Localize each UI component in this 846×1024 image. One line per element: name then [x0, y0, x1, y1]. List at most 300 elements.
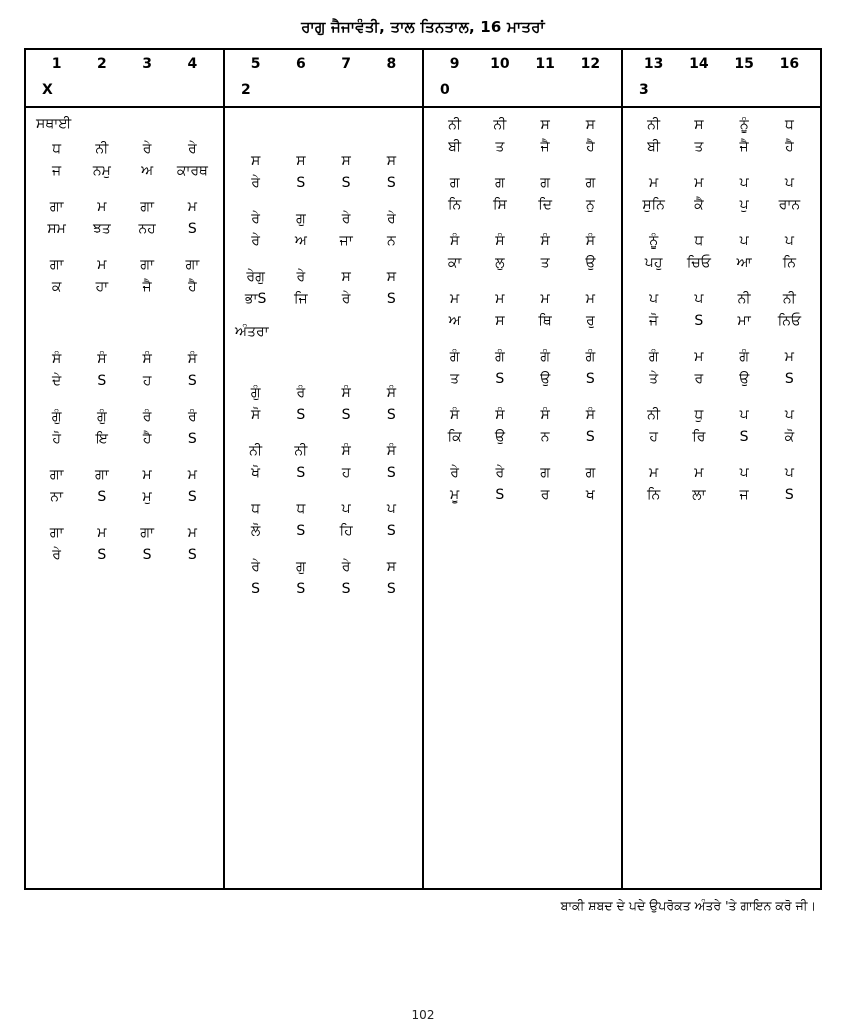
beat-number: 10 — [490, 56, 510, 72]
beat-number: 8 — [386, 56, 397, 72]
notation-column-1 — [26, 108, 225, 888]
lyric: S — [739, 429, 749, 445]
svara: ਗਾ — [140, 525, 154, 541]
lyric: ਸੋ — [250, 407, 261, 423]
svara: ਸੰ — [386, 385, 397, 401]
notation-block — [631, 346, 812, 390]
beat-number: 5 — [250, 56, 261, 72]
lyric: ਥਿ — [538, 313, 552, 329]
lyric: ਉ — [540, 371, 551, 387]
svara: ਗਾ — [140, 257, 154, 273]
svara: ਪ — [341, 501, 351, 517]
svara: ਰੇ — [142, 141, 152, 157]
svara: ਸੰ — [449, 407, 460, 423]
svara: ਨੀ — [294, 443, 308, 459]
beat-number: 4 — [187, 56, 198, 72]
svara: ਗੰ — [739, 349, 749, 365]
svara: ਪ — [784, 233, 794, 249]
lyric: S — [784, 371, 794, 387]
lyric: ਰਿ — [692, 429, 706, 445]
lyric: ਤ — [450, 371, 460, 387]
svara-line — [34, 522, 215, 544]
lyric: ਜਾ — [339, 233, 353, 249]
lyric: ਸਮ — [47, 221, 66, 237]
svara-line — [233, 382, 414, 404]
notation-block — [233, 440, 414, 484]
lyric-line — [34, 276, 215, 298]
taal-marker-2: 2 — [241, 82, 251, 98]
lyric: ਦਿ — [538, 197, 553, 213]
lyric: S — [97, 547, 107, 563]
lyric-line — [432, 310, 613, 332]
lyric: ਰਾਨ — [778, 197, 801, 213]
lyric: ਨਿ — [646, 487, 661, 503]
svara: ਧ — [784, 117, 794, 133]
beat-number: 13 — [643, 56, 664, 72]
svara: ਪ — [739, 175, 749, 191]
svara: ਗ — [449, 175, 460, 191]
notation-block — [631, 288, 812, 332]
lyric: S — [386, 581, 396, 597]
notation-table — [24, 48, 822, 890]
lyric: S — [187, 221, 197, 237]
svara: ਸੰ — [495, 233, 505, 249]
svara: ਧੁ — [694, 407, 704, 423]
svara-line — [631, 230, 812, 252]
lyric: ਹ — [142, 373, 152, 389]
beat-number: 14 — [689, 56, 709, 72]
svara: ਗ — [585, 465, 596, 481]
svara: ਧ — [296, 501, 306, 517]
svara: ਨੀ — [782, 291, 796, 307]
lyric: S — [386, 523, 396, 539]
lyric: ਝਤ — [92, 221, 111, 237]
svara: ਨੀ — [647, 407, 661, 423]
svara: ਮ — [187, 199, 197, 215]
lyric-line — [34, 218, 215, 240]
svara: ਪ — [739, 465, 749, 481]
lyric: ਸਿ — [492, 197, 507, 213]
beat-number: 12 — [580, 56, 601, 72]
beat-number: 7 — [341, 56, 351, 72]
lyric: S — [495, 487, 505, 503]
svara-line — [233, 498, 414, 520]
lyric-line — [34, 544, 215, 566]
svara: ਗ — [585, 175, 596, 191]
lyric: S — [251, 581, 261, 597]
beat-numbers-4 — [631, 56, 812, 72]
lyric: ਨਹ — [138, 221, 156, 237]
svara: ਰੰ — [188, 409, 197, 425]
lyric-line — [233, 288, 414, 310]
svara: ਸੰ — [495, 407, 505, 423]
lyric: ਰ — [540, 487, 550, 503]
svara: ਸੰ — [97, 351, 107, 367]
lyric: S — [187, 431, 197, 447]
lyric: ਤ — [694, 139, 704, 155]
svara: ਗੁ — [296, 211, 306, 227]
svara: ਗੰ — [648, 349, 659, 365]
svara-line — [34, 138, 215, 160]
svara: ਸੰ — [51, 351, 62, 367]
lyric: S — [386, 175, 396, 191]
svara: ਮ — [694, 349, 704, 365]
svara-line — [233, 440, 414, 462]
notation-block — [631, 114, 812, 158]
svara: ਗੰ — [495, 349, 505, 365]
notation-block — [432, 462, 613, 506]
svara: ਗਾ — [49, 199, 64, 215]
lyric: ਕੈ — [694, 197, 704, 213]
svara-line — [432, 230, 613, 252]
lyric: S — [694, 313, 704, 329]
notation-block — [34, 348, 215, 392]
svara: ਮ — [585, 291, 595, 307]
svara: ਗੁੰ — [51, 409, 62, 425]
lyric: ਮੂ — [450, 487, 460, 503]
lyric-line — [233, 404, 414, 426]
svara: ਸ — [341, 269, 351, 285]
svara: ਨੀ — [249, 443, 263, 459]
lyric-line — [432, 194, 613, 216]
lyric: ਕ — [51, 279, 62, 295]
notation-block — [34, 196, 215, 240]
beat-number: 1 — [51, 56, 62, 72]
svara-line — [233, 150, 414, 172]
svara: ਗ — [540, 175, 550, 191]
lyric: S — [341, 581, 351, 597]
lyric-line — [432, 426, 613, 448]
lyric: S — [296, 465, 306, 481]
lyric: ਨ — [540, 429, 550, 445]
svara-line — [34, 196, 215, 218]
svara: ਸ — [585, 117, 596, 133]
notation-block — [233, 556, 414, 600]
lyric-line — [34, 370, 215, 392]
svara: ਨੀ — [737, 291, 751, 307]
lyric: S — [296, 407, 306, 423]
taal-marker-3: 0 — [440, 82, 450, 98]
lyric: ਹੈ — [586, 139, 595, 155]
taal-marker-4: 3 — [639, 82, 649, 98]
lyric-line — [631, 252, 812, 274]
lyric: S — [784, 487, 794, 503]
lyric: ਹੈ — [188, 279, 197, 295]
lyric: ਜ — [52, 163, 62, 179]
lyric: ਰੁ — [586, 313, 595, 329]
notation-block — [631, 462, 812, 506]
svara: ਧ — [694, 233, 704, 249]
svara: ਗਾ — [49, 257, 64, 273]
svara: ਸੰ — [341, 385, 351, 401]
lyric: ਜੋ — [649, 313, 659, 329]
beat-column-1 — [26, 50, 225, 106]
page-title: ਰਾਗੁ ਜੈਜਾਵੰਤੀ, ਤਾਲ ਤਿਨਤਾਲ, 16 ਮਾਤਰਾਂ — [301, 18, 545, 36]
svara: ਮ — [97, 525, 107, 541]
notation-block — [432, 404, 613, 448]
lyric: S — [187, 373, 197, 389]
svara-line — [631, 114, 812, 136]
svara-line — [233, 556, 414, 578]
block-spacer — [34, 312, 215, 348]
svara: ਮ — [97, 199, 107, 215]
lyric: ਲੋ — [250, 523, 261, 539]
lyric-line — [432, 136, 613, 158]
svara: ਸ — [386, 559, 397, 575]
svara: ਪ — [649, 291, 659, 307]
svara: ਰੇ — [296, 269, 306, 285]
notation-body — [26, 108, 820, 888]
footer-note: ਬਾਕੀ ਸ਼ਬਦ ਦੇ ਪਦੇ ਉਪਰੋਕਤ ਅੰਤਰੇ 'ਤੇ ਗਾਇਨ ਕਰੋ ਜੀ। — [560, 898, 816, 913]
svara: ਸੰ — [449, 233, 460, 249]
svara: ਮ — [97, 257, 107, 273]
notation-block — [631, 172, 812, 216]
svara-line — [631, 172, 812, 194]
svara: ਰੇ — [341, 559, 351, 575]
lyric: ਮੁ — [142, 489, 152, 505]
notation-block — [432, 346, 613, 390]
svara: ਪ — [784, 465, 794, 481]
lyric: S — [187, 489, 197, 505]
svara: ਗਾ — [49, 467, 64, 483]
lyric: ਪੁ — [739, 197, 749, 213]
svara: ਰੇ — [387, 211, 396, 227]
svara: ਸ — [540, 117, 550, 133]
beat-number: 15 — [734, 56, 754, 72]
lyric: S — [341, 407, 351, 423]
lyric: ਮਾ — [737, 313, 751, 329]
taal-marker-1: X — [42, 82, 53, 98]
lyric-line — [34, 160, 215, 182]
svara-line — [233, 266, 414, 288]
svara: ਗੰ — [585, 349, 596, 365]
notation-column-3 — [424, 108, 623, 888]
lyric: S — [187, 547, 197, 563]
lyric-line — [233, 172, 414, 194]
svara: ਨੀ — [95, 141, 109, 157]
svara: ਗ — [495, 175, 505, 191]
notation-block — [631, 404, 812, 448]
svara-line — [631, 288, 812, 310]
svara-line — [432, 462, 613, 484]
svara: ਸੰ — [142, 351, 152, 367]
lyric-line — [34, 428, 215, 450]
lyric-line — [432, 368, 613, 390]
svara: ਗੁੰ — [97, 409, 107, 425]
svara: ਸ — [296, 153, 306, 169]
svara: ਨੀ — [448, 117, 462, 133]
lyric: ਇ — [95, 431, 108, 447]
svara: ਰੇ — [251, 211, 260, 227]
svara: ਮ — [649, 175, 659, 191]
beat-numbers-2 — [233, 56, 414, 72]
svara: ਰੰ — [296, 385, 306, 401]
lyric: ਲੁ — [495, 255, 505, 271]
lyric: ਹੋ — [52, 431, 61, 447]
lyric: ਉ — [494, 429, 505, 445]
notation-block — [432, 114, 613, 158]
lyric: ਕਾ — [447, 255, 462, 271]
svara: ਮ — [187, 525, 197, 541]
lyric: ਆ — [736, 255, 752, 271]
lyric: ਹਿ — [339, 523, 353, 539]
lyric-line — [631, 310, 812, 332]
lyric: ਖ — [585, 487, 595, 503]
notation-block — [432, 172, 613, 216]
lyric: S — [386, 465, 396, 481]
lyric-line — [34, 486, 215, 508]
svara: ਪ — [739, 407, 749, 423]
lyric-line — [432, 484, 613, 506]
lyric-line — [631, 368, 812, 390]
beat-number: 9 — [449, 56, 460, 72]
svara: ਰੇ — [188, 141, 197, 157]
lyric: ਨਮੁ — [92, 163, 111, 179]
notation-block — [34, 464, 215, 508]
svara-line — [34, 348, 215, 370]
svara: ਧ — [251, 501, 261, 517]
lyric: ਹੈ — [785, 139, 794, 155]
svara-line — [34, 464, 215, 486]
svara: ਸੰ — [386, 443, 397, 459]
notation-block — [233, 382, 414, 426]
svara: ਗ — [540, 465, 550, 481]
lyric: S — [386, 407, 396, 423]
lyric: ਕਾਰਥ — [176, 163, 208, 179]
lyric: S — [142, 547, 152, 563]
svara: ਗੰ — [540, 349, 550, 365]
lyric: ਦੇ — [51, 373, 62, 389]
svara: ਮ — [649, 465, 659, 481]
notation-block — [233, 266, 414, 310]
lyric-line — [631, 484, 812, 506]
svara: ਮ — [187, 467, 197, 483]
lyric: S — [341, 175, 351, 191]
svara: ਸ — [386, 153, 397, 169]
matra-header-row — [26, 50, 820, 108]
svara-line — [631, 462, 812, 484]
lyric: S — [296, 523, 306, 539]
svara: ਸੰ — [341, 443, 351, 459]
lyric: ਰੇ — [251, 233, 260, 249]
lyric: ਨਾ — [50, 489, 63, 505]
notation-block — [34, 138, 215, 182]
svara: ਮ — [495, 291, 505, 307]
svara: ਸੰ — [540, 233, 550, 249]
beat-numbers-1 — [34, 56, 215, 72]
svara: ਪ — [784, 175, 794, 191]
lyric: ਤ — [540, 255, 550, 271]
svara-line — [432, 404, 613, 426]
lyric: ਖੋ — [251, 465, 261, 481]
lyric: ਪਹੁ — [644, 255, 663, 271]
lyric: ਬੀ — [448, 139, 462, 155]
lyric: ਜੈ — [142, 279, 152, 295]
lyric: ਉ — [585, 255, 596, 271]
svara: ਰੇ — [251, 559, 260, 575]
lyric: ਨੁ — [586, 197, 595, 213]
notation-block — [233, 498, 414, 542]
block-spacer — [233, 114, 414, 150]
svara: ਨੂੰ — [739, 117, 749, 133]
svara: ਮ — [540, 291, 550, 307]
svara: ਰੇ — [450, 465, 459, 481]
lyric: ਤ — [495, 139, 505, 155]
svara-line — [34, 406, 215, 428]
svara: ਸੰ — [585, 233, 596, 249]
lyric: ਸੁਨਿ — [642, 197, 665, 213]
lyric: S — [97, 373, 107, 389]
section-label-antra: ਅੰਤਰਾ — [235, 324, 269, 340]
lyric: S — [585, 371, 595, 387]
page-number: 102 — [411, 1008, 435, 1022]
lyric-line — [631, 136, 812, 158]
lyric: ਹ — [649, 429, 658, 445]
svara: ਰੇ — [495, 465, 505, 481]
lyric: ਲਾ — [692, 487, 706, 503]
beat-number: 3 — [142, 56, 152, 72]
svara: ਗਾ — [49, 525, 64, 541]
lyric: ਅ — [141, 163, 154, 179]
svara: ਗਾ — [185, 257, 200, 273]
lyric-line — [432, 252, 613, 274]
lyric-line — [233, 462, 414, 484]
notation-block — [34, 522, 215, 566]
lyric: ਉ — [739, 371, 750, 387]
svara: ਮ — [142, 467, 152, 483]
lyric: ਕੋ — [784, 429, 795, 445]
beat-numbers-3 — [432, 56, 613, 72]
lyric: S — [97, 489, 107, 505]
lyric: ਜੈ — [540, 139, 550, 155]
beat-number: 6 — [296, 56, 306, 72]
lyric: ਰੇ — [251, 175, 260, 191]
svara-line — [233, 208, 414, 230]
svara: ਗਾ — [95, 467, 109, 483]
lyric: ਰੇ — [341, 291, 351, 307]
notation-column-2 — [225, 108, 424, 888]
lyric: ਜ — [739, 487, 749, 503]
lyric: ਨ — [387, 233, 396, 249]
lyric: ਨਿ — [782, 255, 796, 271]
section-label-sthai: ਸਥਾਈ — [36, 116, 72, 132]
lyric: S — [495, 371, 505, 387]
lyric: ਕਿ — [447, 429, 462, 445]
lyric: ਤੇ — [649, 371, 659, 387]
beat-column-3 — [424, 50, 623, 106]
svara: ਨੂੰ — [649, 233, 659, 249]
lyric: S — [585, 429, 595, 445]
svara: ਗੁੰ — [250, 385, 261, 401]
beat-column-2 — [225, 50, 424, 106]
lyric: ਭਾS — [244, 291, 267, 307]
svara-line — [432, 346, 613, 368]
lyric: ਚਿਓ — [686, 255, 711, 271]
svara: ਸੰ — [540, 407, 550, 423]
beat-column-4 — [623, 50, 820, 106]
svara: ਧ — [52, 141, 62, 157]
beat-number: 2 — [97, 56, 107, 72]
svara: ਮ — [694, 175, 704, 191]
lyric: ਜਿ — [294, 291, 308, 307]
lyric: S — [386, 291, 396, 307]
svara-line — [631, 346, 812, 368]
lyric: ਨਿਓ — [777, 313, 802, 329]
svara: ਸ — [386, 269, 397, 285]
svara-line — [34, 254, 215, 276]
lyric: ਰ — [694, 371, 704, 387]
lyric: ਹ — [341, 465, 351, 481]
